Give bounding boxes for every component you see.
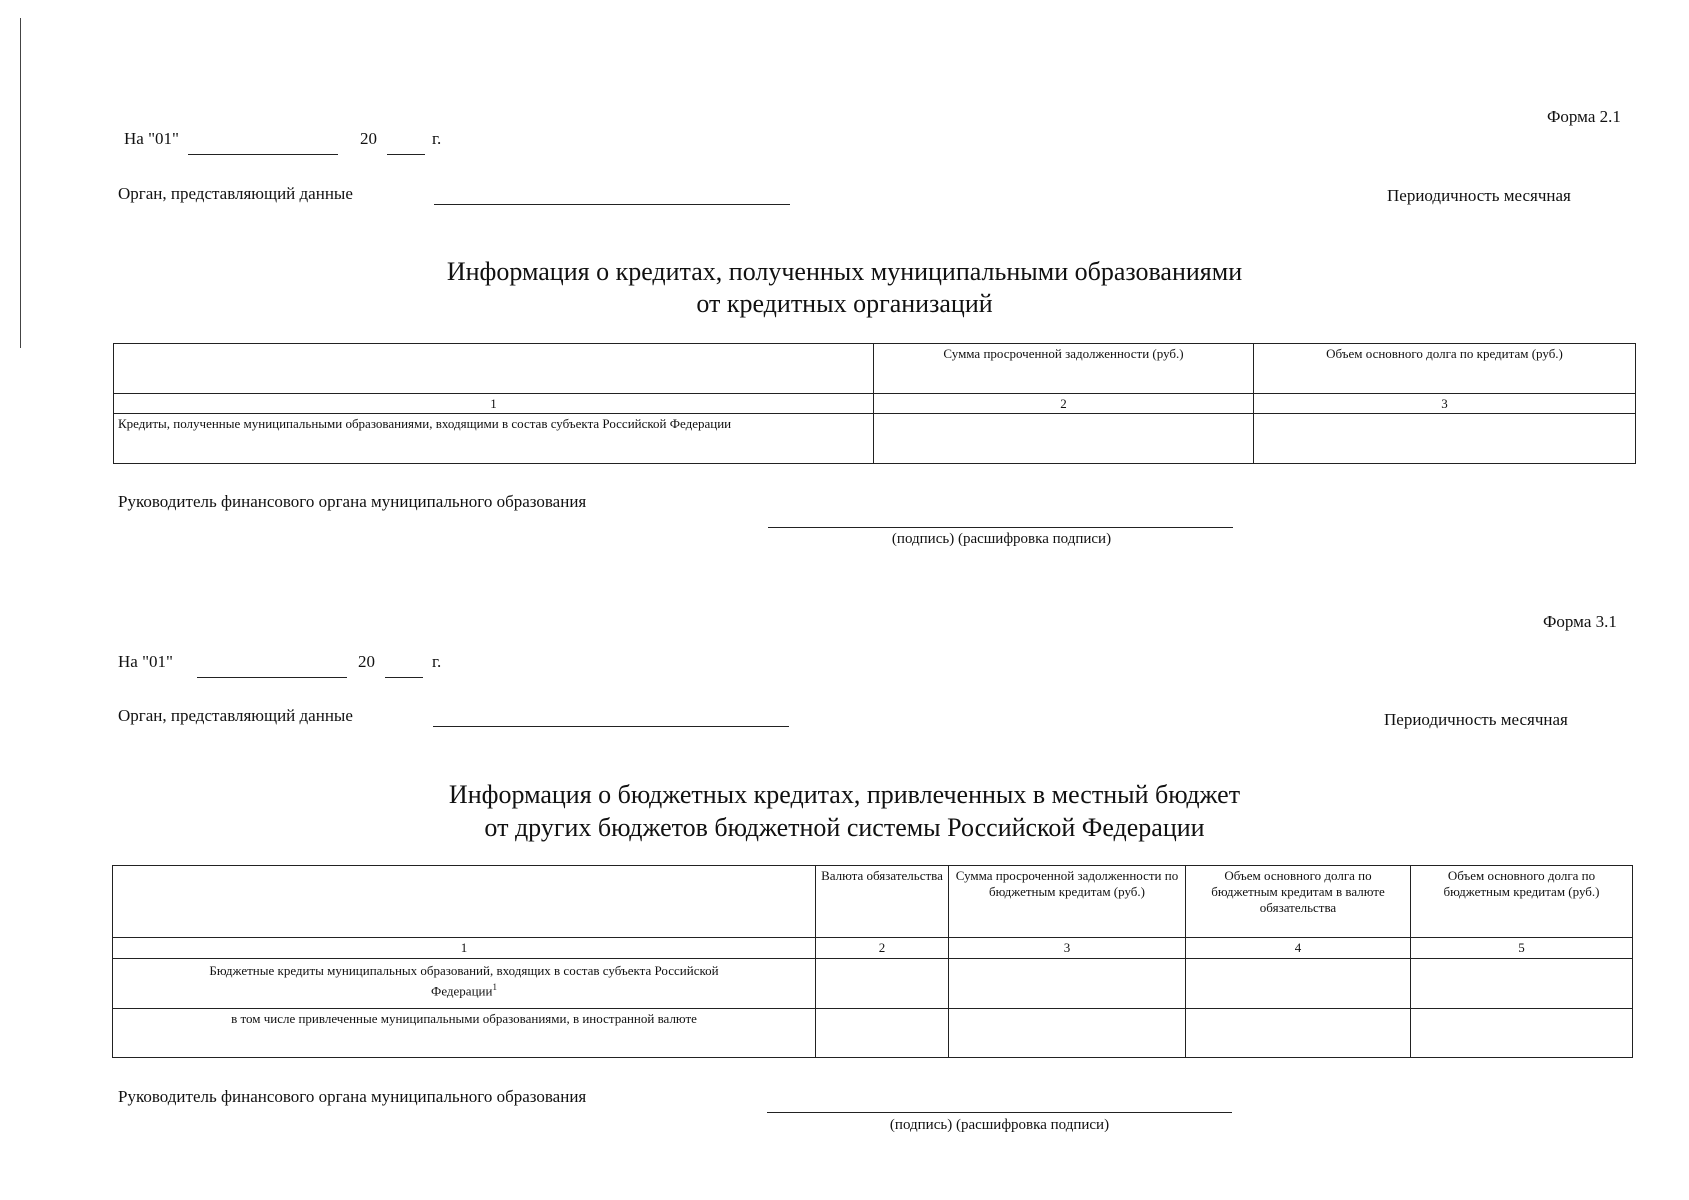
form-2-1-title-line1: Информация о кредитах, полученных муниципальными образованиями [446,257,1243,286]
form-2-1-signature-field[interactable] [768,527,1233,528]
data-cell[interactable] [949,1009,1186,1058]
form-3-1-date-prefix: На "01" [118,652,173,671]
form-3-1-title-line2: от других бюджетов бюджетной системы Российской Федерации [484,813,1205,842]
form-3-1-signature-field[interactable] [767,1112,1232,1113]
column-number: 2 [816,938,949,959]
form-3-1-year-suffix: г. [432,652,442,671]
form-2-1-year-suffix: г. [432,129,442,148]
column-number: 4 [1186,938,1411,959]
table-header-cell [113,866,816,938]
row-label: Кредиты, полученные муниципальными образованиями, входящими в состав субъекта Российской Федерации [114,414,874,464]
table-row [113,1009,1633,1058]
table-row [114,414,1636,464]
column-number: 3 [949,938,1186,959]
data-cell[interactable] [1411,959,1633,1009]
footnote-mark: 1 [492,982,497,992]
form-2-1-organ-label: Орган, представляющий данные [118,184,353,203]
column-number: 1 [114,394,874,414]
column-number: 1 [113,938,816,959]
table-number-row [113,938,1633,959]
data-cell[interactable] [816,1009,949,1058]
form-2-1-signature-caption: (подпись) (расшифровка подписи) [891,531,1112,547]
form-2-1-organ-field[interactable] [434,204,790,205]
table-number-row [114,394,1636,414]
row-label-text: Бюджетные кредиты муниципальных образований, входящих в состав субъекта Российской Федерации [209,963,719,999]
table-header-cell: Объем основного долга по бюджетным кредитам (руб.) [1411,866,1633,938]
form-2-1-periodicity: Периодичность месячная [1387,186,1571,205]
data-cell[interactable] [816,959,949,1009]
column-number: 2 [874,394,1254,414]
form-2-1-year-prefix: 20 [360,129,377,148]
form-3-1-year-prefix: 20 [358,652,375,671]
form-2-1-title-line2: от кредитных организаций [696,289,993,318]
form-3-1-organ-field[interactable] [433,726,789,727]
form-2-1-year-field[interactable] [387,154,425,155]
table-header-row [113,866,1633,938]
form-2-1-label: Форма 2.1 [1547,107,1621,126]
data-cell[interactable] [1186,959,1411,1009]
form-2-1-date-prefix: На "01" [124,129,179,148]
form-3-1-organ-label: Орган, представляющий данные [118,706,353,725]
form-3-1-signature-caption: (подпись) (расшифровка подписи) [889,1117,1110,1133]
row-label: в том числе привлеченные муниципальными образованиями, в иностранной валюте [113,1009,816,1058]
table-header-cell: Объем основного долга по кредитам (руб.) [1254,344,1636,394]
column-number: 3 [1254,394,1636,414]
form-2-1-signature-label: Руководитель финансового органа муниципального образования [118,492,587,511]
form-3-1-title-line1: Информация о бюджетных кредитах, привлеченных в местный бюджет [448,780,1241,809]
form-3-1-periodicity: Периодичность месячная [1384,710,1568,729]
data-cell[interactable] [1254,414,1636,464]
form-3-1-year-field[interactable] [385,677,423,678]
column-number: 5 [1411,938,1633,959]
form-2-1-date-field[interactable] [188,154,338,155]
data-cell[interactable] [874,414,1254,464]
table-header-cell: Сумма просроченной задолженности по бюджетным кредитам (руб.) [949,866,1186,938]
table-header-cell: Сумма просроченной задолженности (руб.) [874,344,1254,394]
form-3-1-table [112,865,1633,1058]
form-3-1-signature-label: Руководитель финансового органа муниципального образования [118,1087,587,1106]
table-row [113,959,1633,1009]
table-header-row [114,344,1636,394]
data-cell[interactable] [1411,1009,1633,1058]
form-3-1-date-field[interactable] [197,677,347,678]
form-3-1-label: Форма 3.1 [1543,612,1617,631]
data-cell[interactable] [949,959,1186,1009]
row-label [113,959,816,1009]
data-cell[interactable] [1186,1009,1411,1058]
table-header-cell: Объем основного долга по бюджетным кредитам в валюте обязательства [1186,866,1411,938]
form-2-1-table [113,343,1636,464]
table-header-cell [114,344,874,394]
table-header-cell: Валюта обязательства [816,866,949,938]
